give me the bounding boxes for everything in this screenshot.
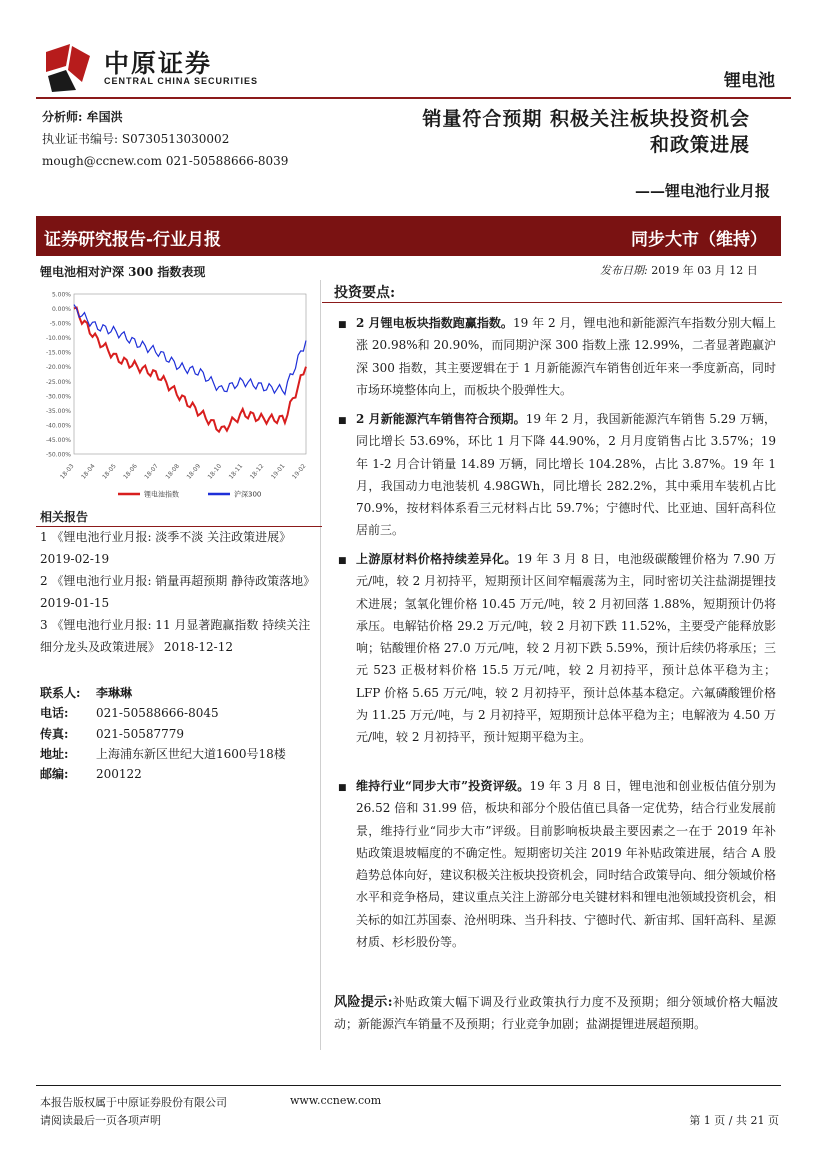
x-tick-label: 18-10 [206,462,224,481]
chart-plot-area [74,294,306,454]
header-divider [36,97,791,99]
report-type: 证券研究报告-行业月报 [44,230,222,250]
risk-warning [334,992,778,1036]
x-tick-label: 18-04 [80,462,97,481]
key-point-4 [356,775,776,953]
key-point-2 [356,408,776,542]
rating: 同步大市（维持） [631,230,767,250]
publish-date [600,262,758,278]
related-report-2[interactable]: 2 《锂电池行业月报: 销量再超预期 静待政策落地》 2019-01-15 [40,574,316,610]
key-points-heading: 投资要点: [334,285,396,301]
company-name-cn: 中原证券 [104,49,213,78]
company-name-en: CENTRAL CHINA SECURITIES [104,76,259,86]
y-tick-label: -25.00% [45,378,71,386]
footer-divider [36,1085,781,1086]
key-point-lead: 上游原材料价格持续差异化。 [356,552,517,566]
bullet-icon: ■ [338,320,347,330]
contact-address: 上海浦东新区世纪大道1600号18楼 [96,746,286,761]
key-point-3 [356,548,776,749]
analyst-info [42,106,288,172]
performance-chart [38,286,314,498]
legend-label: 沪深300 [234,490,262,498]
analyst-cert: 执业证书编号: S0730513030002 [42,132,230,146]
x-tick-label: 19-01 [269,462,287,481]
key-point-text: 19 年 3 月 8 日，锂电池和创业板估值分别为 26.52 倍和 31.99 倍，板块和部分个股估值已具备一定优势，结合行业发展前景，维持行业“同步大市”评级。目前影响板块最主要因素之一在于 2019 年补贴政策退坡幅度的不确定性。短期密切关注 2019 年补贴政策进展，结合 A 股趋势总体向好，建议积极关注板块投资机会，同时结合政策导向、细分领域价格水平和竞争格局，建议重点关注上游部分电关键材料和锂电池领域投资机会，相关标的如江苏国泰、沧州明珠、当升科技、宁德时代、新宙邦、国轩高科、星源材质、杉杉股份等。 [356,779,777,950]
x-tick-label: 18-06 [122,462,139,481]
contact-person-label: 联系人: [40,686,81,700]
y-tick-label: -10.00% [45,335,71,343]
y-tick-label: 5.00% [51,291,71,299]
report-title-line2: 和政策进展 [649,134,750,156]
column-divider [320,280,321,1050]
key-point-text: 19 年 2 月，锂电池和新能源汽车指数分别大幅上涨 20.98%和 20.90%，而同期沪深 300 指数上涨 12.99%，二者显著跑赢沪深 300 指数，其主要逻辑在于 1 月新能源汽车销售创近年来一季度新高，同时市场环境整体向上，而板块个股弹性大。 [356,316,776,397]
report-banner [36,216,781,256]
contact-tel: 021-50588666-8045 [96,706,219,721]
page-number: 第 1 页 / 共 21 页 [689,1114,779,1127]
y-tick-label: -15.00% [45,349,71,357]
legend-label: 锂电池指数 [144,490,179,498]
contact-zip-label: 邮编: [40,767,69,782]
x-tick-label: 18-12 [248,462,266,481]
key-point-lead: 维持行业“同步大市”投资评级。 [356,779,530,793]
chart-title: 锂电池相对沪深 300 指数表现 [40,265,206,279]
risk-label: 风险提示: [334,995,393,1010]
key-point-text: 19 年 2 月，我国新能源汽车销售 5.29 万辆，同比增长 53.69%，环比 1 月下降 44.90%，2 月月度销售占比 3.57%；19 年 1-2 月合计销量 14.89 万辆，同比增长 104.28%，占比 3.87%。19 年 1 月，我国动力电池装机 4.98GWh，同比增长 282.2%，其中乘用车装机占比 70.9%，按材料体系看三元材料占比 59.7%；宁德时代、比亚迪、国轩高科位居前三。 [356,412,776,538]
bullet-icon: ■ [338,783,347,793]
related-report-1[interactable]: 1 《锂电池行业月报: 淡季不淡 关注政策进展》 2019-02-19 [40,530,292,566]
footer-notice: 请阅读最后一页各项声明 [40,1114,161,1127]
analyst-contact: mough@ccnew.com 021-50588666-8039 [42,154,289,168]
related-reports-heading: 相关报告 [40,510,89,524]
x-tick-label: 18-07 [143,462,160,481]
analyst-name: 分析师: 牟国洪 [42,110,123,124]
contact-person: 李琳琳 [96,686,133,700]
contact-block [40,683,286,784]
key-points-divider [322,302,782,303]
related-report-3[interactable]: 3 《锂电池行业月报: 11 月显著跑赢指数 持续关注细分龙头及政策进展》 2018-12-12 [40,618,311,654]
x-tick-label: 18-08 [164,462,181,481]
contact-tel-label: 电话: [40,706,69,721]
publish-date-label: 发布日期: [600,264,648,277]
contact-address-label: 地址: [40,746,69,761]
y-tick-label: 0.00% [51,306,71,314]
y-tick-label: -45.00% [45,436,71,444]
contact-fax: 021-50587779 [96,726,185,741]
bullet-icon: ■ [338,416,347,426]
x-tick-label: 19-02 [290,462,308,481]
risk-text: 补贴政策大幅下调及行业政策执行力度不及预期；细分领域价格大幅波动；新能源汽车销量不及预期；行业竞争加剧；盐湖提锂进展超预期。 [334,995,778,1031]
key-point-lead: 2 月锂电板块指数跑赢指数。 [356,316,513,330]
footer-url[interactable]: www.ccnew.com [290,1094,382,1107]
contact-fax-label: 传真: [40,726,69,741]
x-tick-label: 18-09 [185,462,203,481]
x-tick-label: 18-11 [227,462,245,481]
report-title-line1: 销量符合预期 积极关注板块投资机会 [422,108,750,130]
company-logo-icon [42,42,94,94]
key-point-lead: 2 月新能源汽车销售符合预期。 [356,412,526,426]
sector-label: 锂电池 [724,71,775,91]
publish-date-value: 2019 年 03 月 12 日 [651,264,758,277]
bullet-icon: ■ [338,556,347,566]
key-point-1 [356,312,776,401]
key-point-text: 19 年 3 月 8 日，电池级碳酸锂价格为 7.90 万元/吨，较 2 月初持平，短期预计区间窄幅震荡为主，同时密切关注盐湖提锂技术进展；氢氧化锂价格 10.45 万元/吨，较 2 月初回落 1.88%，短期预计仍将承压。电解钴价格 29.2 万元/吨，较 2 月初下跌 11.52%，主要受产能释放影响；钴酸锂价格 27.0 万元/吨，较 2 月初下跌 5.59%，预计后续仍将承压；三元 523 正极材料价格 15.5 万元/吨，较 2 月初持平，预计总体平稳为主；LFP 价格 5.65 万元/吨，较 2 月初持平，预计总体基本稳定。六氟磷酸锂价格为 11.25 万元/吨，与 2 月初持平，短期预计总体平稳为主；电解液为 4.50 万元/吨，较 2 月初持平，预计短期平稳为主。 [356,552,776,745]
y-tick-label: -30.00% [45,393,71,401]
y-tick-label: -50.00% [45,451,71,459]
footer-copyright: 本报告版权属于中原证券股份有限公司 [40,1096,227,1109]
contact-zip: 200122 [96,767,142,782]
report-subtitle: ——锂电池行业月报 [634,182,770,200]
y-tick-label: -20.00% [45,364,71,372]
series-line-lithium [74,308,306,432]
y-tick-label: -40.00% [45,422,71,430]
x-tick-label: 18-03 [58,462,76,481]
x-tick-label: 18-05 [101,462,118,481]
y-tick-label: -5.00% [49,320,71,328]
y-tick-label: -35.00% [45,407,71,415]
